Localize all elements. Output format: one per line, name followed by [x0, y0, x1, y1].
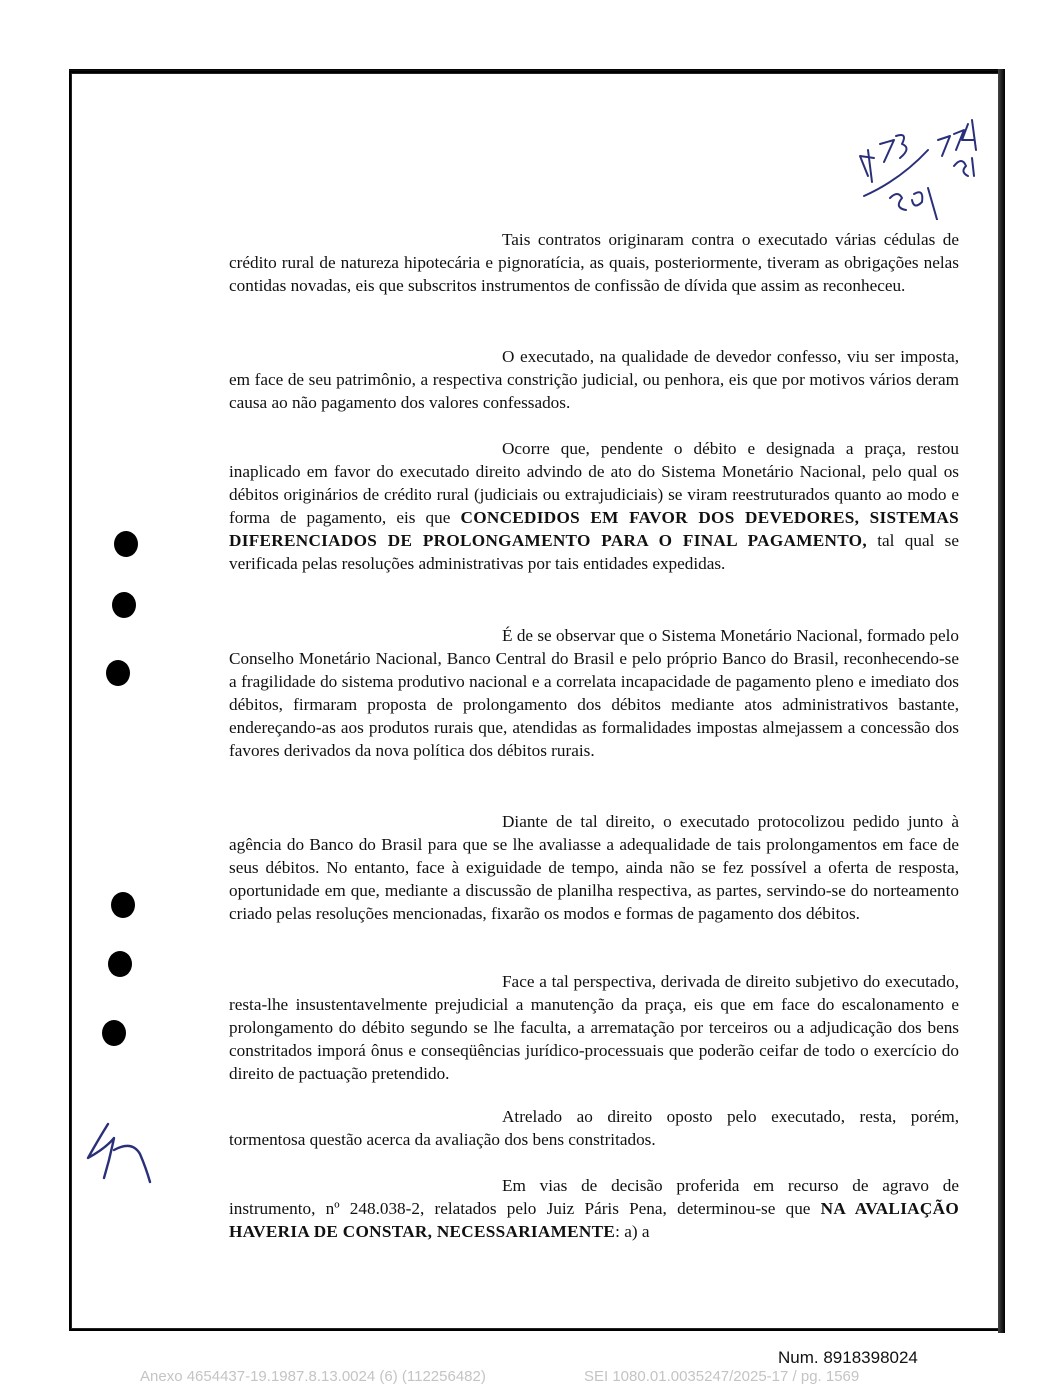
- punch-hole: [102, 1020, 126, 1046]
- punch-hole: [111, 892, 135, 918]
- paragraph-8: [229, 1174, 959, 1243]
- punch-hole: [106, 660, 130, 686]
- paragraph-body: formado pelo Conselho Monetário Nacional, Banco Central do Brasil e pelo próprio Banco do Brasil, reconhecendo-se a fragilidade do sistema produtivo nacional e a correlata incapacidade de pagamento pleno e imediato dos débitos, firmaram proposta de prolongamento dos débitos mediante atos administrativos bastante, endereçando-as aos produtos rurais que, atendidas as formalidades impostas almejassem a concessão dos favores derivados da nova política dos débitos rurais.: [229, 626, 959, 760]
- scan-border-right: [998, 69, 1005, 1333]
- paragraph-first-line: Ocorre que, pendente o débito e designada a praça,: [502, 439, 906, 458]
- paragraph-emphasis: CONCEDIDOS EM FAVOR DOS DEVEDORES, SISTEMAS DIFERENCIADOS DE PROLONGAMENTO PARA O FINAL PAGAMENTO,: [229, 508, 959, 550]
- paragraph-3: [229, 437, 959, 575]
- paragraph-body: instrumento, nº 248.038-2, relatados pelo Juiz Páris Pena, determinou-se que: [229, 1199, 811, 1218]
- paragraph-body: restou inaplicado em favor do executado direito advindo de ato do Sistema Monetário Nacional, pelo qual os débitos originários de crédito rural (judiciais ou extrajudiciais) se viram reestruturados quanto ao modo e forma de pagamento, eis que: [229, 439, 959, 527]
- paragraph-first-line: Face a tal perspectiva, derivada de direito subjetivo do: [502, 972, 881, 991]
- paragraph-first-line: Tais contratos originaram contra o executado várias: [502, 230, 877, 249]
- paragraph-1: [229, 228, 959, 297]
- paragraph-body-end: : a) a: [615, 1222, 650, 1241]
- paragraph-first-line: Diante de tal direito, o executado protocolizou pedido: [502, 812, 900, 831]
- paragraph-2: [229, 345, 959, 414]
- paragraph-body: ser imposta, em face de seu patrimônio, a respectiva constrição judicial, ou penhora, eis que por motivos vários deram causa ao não pagamento dos valores confessados.: [229, 347, 960, 412]
- paragraph-body: porém, tormentosa questão acerca da avaliação dos bens constritados.: [229, 1107, 960, 1149]
- annex-reference: Anexo 4654437-19.1987.8.13.0024 (6) (112256482): [140, 1368, 486, 1385]
- paragraph-4: [229, 624, 959, 762]
- paragraph-5: [229, 810, 959, 925]
- paragraph-emphasis: NA AVALIAÇÃO HAVERIA DE CONSTAR, NECESSARIAMENTE: [229, 1199, 959, 1241]
- handwritten-initial: [80, 1118, 160, 1198]
- paragraph-7: [229, 1105, 959, 1151]
- paragraph-body: junto à agência do Banco do Brasil para que se lhe avaliasse a adequalidade de tais prolongamentos em face de seus débitos. No entanto, face à exiguidade de tempo, ainda não se fez possível a oferta de resposta, oportunidade em que, mediante a discussão de planilha respectiva, as partes, servindo-se do norteamento criado pelas resoluções mencionadas, fixarão os modos e formas de pagamento dos débitos.: [229, 812, 959, 923]
- paragraph-6: [229, 970, 959, 1085]
- punch-hole: [114, 531, 138, 557]
- paragraph-first-line: O executado, na qualidade de devedor confesso, viu: [502, 347, 869, 366]
- paragraph-body: executado, resta-lhe insustentavelmente prejudicial a manutenção da praça, eis que em face do escalonamento e prolongamento do débito segundo se lhe faculta, a arrematação por terceiros ou a adjudicação dos bens constritados imporá ônus e conseqüências jurídico-processuais que poderão ceifar de todo o exercício do direito de pactuação pretendido.: [229, 972, 959, 1083]
- handwritten-folio-stamp: [850, 110, 990, 220]
- paragraph-first-line: Em vias de decisão proferida em recurso de agravo de: [502, 1176, 959, 1195]
- paragraph-first-line: Atrelado ao direito oposto pelo executado, resta,: [502, 1107, 897, 1126]
- paragraph-first-line: É de se observar que o Sistema Monetário Nacional,: [502, 626, 863, 645]
- sei-reference: SEI 1080.01.0035247/2025-17 / pg. 1569: [584, 1368, 860, 1385]
- document-number: Num. 8918398024: [778, 1348, 918, 1367]
- punch-hole: [112, 592, 136, 618]
- paragraph-body-end: tal qual se verificada pelas resoluções administrativas por tais entidades expedidas.: [229, 531, 959, 573]
- punch-hole: [108, 951, 132, 977]
- paragraph-body: cédulas de crédito rural de natureza hipotecária e pignoratícia, as quais, posteriormente, tiveram as obrigações nelas contidas novadas, eis que subscritos instrumentos de confissão de dívida que assim as reconheceu.: [229, 230, 960, 295]
